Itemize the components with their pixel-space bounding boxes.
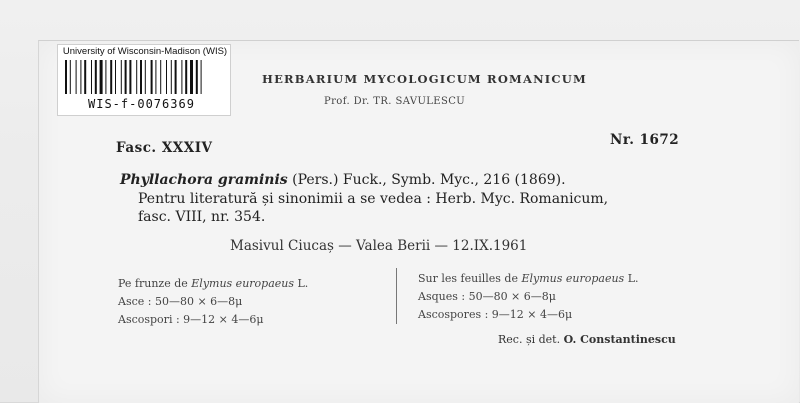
literature-ref: fasc. VIII, nr. 354. [138, 209, 266, 225]
herbarium-title: HERBARIUM MYCOLOGICUM ROMANICUM [262, 72, 587, 86]
right-host-name: Elymus europaeus [521, 272, 625, 285]
left-asci: Asce : 50—80 × 6—8μ [118, 295, 243, 308]
species-authority: (Pers.) Fuck., Symb. Myc., 216 (1869). [287, 172, 566, 188]
barcode-icon [63, 60, 225, 96]
herbarium-subtitle: Prof. Dr. TR. SAVULESCU [324, 96, 466, 107]
right-asci: Asques : 50—80 × 6—8μ [418, 290, 556, 303]
collector-name: O. Constantinescu [563, 333, 676, 346]
barcode-institution: University of Wisconsin-Madison (WIS) [62, 46, 228, 57]
literature-line: Pentru literatură și sinonimii a se vedea : Herb. Myc. Romanicum, [138, 191, 609, 207]
barcode-label [57, 44, 231, 116]
column-divider [396, 268, 397, 324]
left-host: Pe frunze de Elymus europaeus L. [118, 277, 309, 290]
species-name: Phyllachora graminis [120, 172, 288, 188]
left-spores: Ascospori : 9—12 × 4—6μ [118, 313, 264, 326]
barcode-id: WIS-f-0076369 [88, 97, 195, 111]
species-line [120, 172, 566, 188]
collector-line: Rec. și det. O. Constantinescu [498, 333, 676, 346]
fascicle: Fasc. XXXIV [116, 140, 213, 156]
right-spores: Ascospores : 9—12 × 4—6μ [418, 308, 573, 321]
right-host: Sur les feuilles de Elymus europaeus L. [418, 272, 639, 285]
left-host-name: Elymus europaeus [191, 277, 294, 290]
locality: Masivul Ciucaș — Valea Berii — 12.IX.1961 [230, 238, 528, 254]
specimen-number: Nr. 1672 [610, 132, 680, 148]
